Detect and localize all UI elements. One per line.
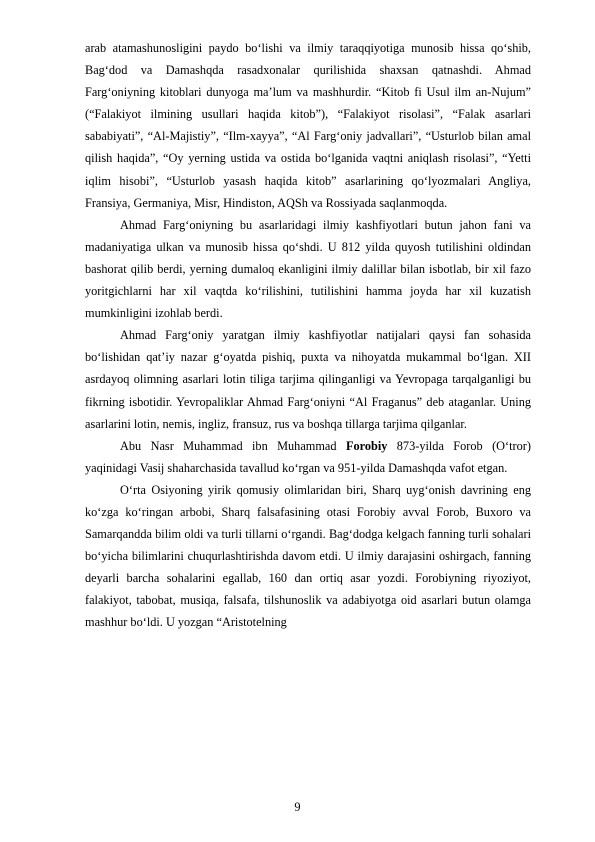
paragraph-4: [85, 435, 531, 479]
forobiy-name: Forobiy: [345, 438, 388, 453]
page-body: [85, 37, 531, 634]
paragraph-4-rest: 873-yilda Forob (O‘tror) yaqinidagi Vasij shaharchasida tavallud ko‘rgan va 951-yilda Damashqda vafot etgan.: [85, 438, 531, 475]
paragraph-1: arab atamashunosligini paydo bo‘lishi va ilmiy taraqqiyotiga munosib hissa qo‘shib, Bag‘dod va Damashqda rasadxonalar qurilishida shaxsan qatnashdi. Ahmad Farg‘oniyning kitoblari dunyoga ma’lum va mashhurdir. “Kitob fi Usul ilm an-Nujum” (“Falakiyot ilmining usullari haqida kitob”), “Falakiyot risolasi”, “Falak asarlari sababiyati”, “Al-Majistiy”, “Ilm-xayya”, “Al Farg‘oniy jadvallari”, “Usturlob bilan amal qilish haqida”, “Oy yerning ustida va ostida bo‘lganida vaqtni aniqlash risolasi”, “Yetti iqlim hisobi”, “Usturlob yasash haqida kitob” asarlarining qo‘lyozmalari Angliya, Fransiya, Germaniya, Misr, Hindiston, AQSh va Rossiyada saqlanmoqda.: [85, 41, 531, 210]
paragraph-3: Ahmad Farg‘oniy yaratgan ilmiy kashfiyotlar natijalari qaysi fan sohasida bo‘lishidan qat’iy nazar g‘oyatda pishiq, puxta va nihoyatda mukammal bo‘lgan. XII asrdayoq olimning asarlari lotin tiliga tarjima qilinganligi va Yevropaga tarqalganligi bu fikrning isbotidir. Yevropaliklar Ahmad Farg‘oniyni “Al Fraganus” deb ataganlar. Uning asarlarini lotin, nemis, ingliz, fransuz, rus va boshqa tillarga tarjima qilganlar.: [85, 328, 531, 431]
page-number: 9: [294, 800, 301, 814]
paragraph-2: Ahmad Farg‘oniyning bu asarlaridagi ilmiy kashfiyotlari butun jahon fani va madaniyatiga ulkan va munosib hissa qo‘shdi. U 812 yilda quyosh tutilishini oldindan bashorat qilib berdi, yerning dumaloq ekanligini ilmiy dalillar bilan isbotlab, bir xil fazo yoritgichlarni har xil vaqtda ko‘rilishini, tutilishini hamma joyda har xil kuzatish mumkinligini izohlab berdi.: [85, 217, 531, 321]
paragraph-4-lead: Abu Nasr Muhammad ibn Muhammad: [120, 438, 346, 453]
paragraph-5: O‘rta Osiyoning yirik qomusiy olimlaridan biri, Sharq uyg‘onish davrining eng ko‘zga ko‘ringan arbobi, Sharq falsafasining otasi Forobiy avval Forob, Buxoro va Samarqandda bilim oldi va turli tillarni o‘rgandi. Bag‘dodga kelgach fanning turli sohalari bo‘yicha bilimlarini chuqurlashtirishda davom etdi. U ilmiy darajasini oshirgach, fanning deyarli barcha sohalarini egallab, 160 dan ortiq asar yozdi. Forobiyning riyoziyot, falakiyot, tabobat, musiqa, falsafa, tilshunoslik va adabiyotga oid asarlari butun olamga mashhur bo‘ldi. U yozgan “Aristotelning: [85, 482, 531, 630]
